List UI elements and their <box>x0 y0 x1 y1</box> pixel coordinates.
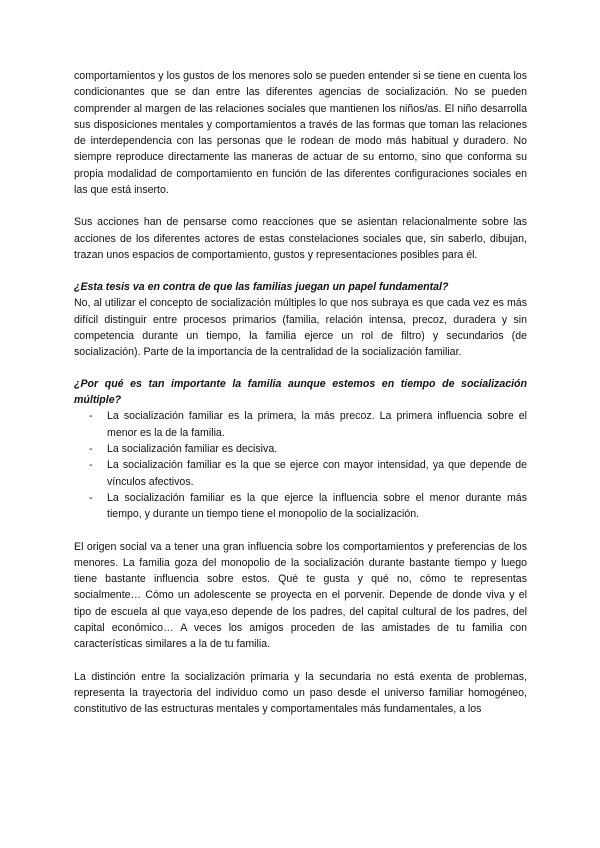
list-item-text: La socialización familiar es la que se ejerce con mayor intensidad, ya que depende de vínculos afectivos. <box>107 459 527 488</box>
list-item <box>74 408 527 441</box>
bullet-marker: - <box>89 443 93 456</box>
paragraph-2: Sus acciones han de pensarse como reacciones que se asientan relacionalmente sobre las acciones de los diferentes actores de estas constelaciones sociales que, sin saberlo, dibujan, trazan unos espacios de comportamiento, gustos y representaciones posibles para él. <box>74 216 527 261</box>
spacer <box>74 523 527 539</box>
bullet-marker: - <box>89 410 93 423</box>
bullet-list <box>74 408 527 522</box>
paragraph-3: No, al utilizar el concepto de socialización múltiples lo que nos subraya es que cada vez es más difícil distinguir entre procesos primarios (familia, relación intensa, precoz, duradera y sin competencia durante un tiempo, la familia ejerce un rol de filtro) y secundarios (de socialización). Parte de la importancia de la centralidad de la socialización familiar. <box>74 297 527 359</box>
paragraph-4: El origen social va a tener una gran influencia sobre los comportamientos y preferencias de los menores. La familia goza del monopolio de la socialización durante bastante tiempo y luego tiene bastante influencia sobre estos. Qué te gusta y qué no, cómo te representas socialmente… Cómo un adolescente se proyecta en el porvenir. Depende de donde viva y el tipo de escuela al que vaya,eso depende de los padres, del capital cultural de los padres, del capital económico… A veces los amigos proceden de las amistades de tu familia con características similares a la de tu familia. <box>74 540 527 651</box>
paragraph-5: La distinción entre la socialización primaria y la secundaria no está exenta de problemas, representa la trayectoria del individuo como un paso desde el universo familiar homogéneo, constitutivo de las estructuras mentales y comportamentales más fundamentales, a los <box>74 670 527 716</box>
spacer <box>74 198 527 214</box>
spacer <box>74 653 527 669</box>
list-item <box>74 490 527 523</box>
spacer <box>74 360 527 376</box>
question-heading-2: ¿Por qué es tan importante la familia aunque estemos en tiempo de socialización múltiple? <box>74 378 527 407</box>
spacer <box>74 263 527 279</box>
list-item <box>74 441 527 457</box>
bullet-marker: - <box>89 459 93 472</box>
list-item-text: La socialización familiar es decisiva. <box>107 443 278 456</box>
list-item-text: La socialización familiar es la primera, la más precoz. La primera influencia sobre el menor es la de la familia. <box>107 410 527 439</box>
list-item <box>74 457 527 490</box>
list-item-text: La socialización familiar es la que ejerce la influencia sobre el menor durante más tiempo, y durante un tiempo tiene el monopolio de la socialización. <box>107 491 527 521</box>
question-heading-1: ¿Esta tesis va en contra de que las familias juegan un papel fundamental? <box>74 281 449 294</box>
bullet-marker: - <box>89 491 93 504</box>
paragraph-1: comportamientos y los gustos de los menores solo se pueden entender si se tiene en cuenta los condicionantes que se dan entre las diferentes agencias de socialización. No se pueden comprender al margen de las relaciones sociales que mantienen los niños/as. El niño desarrolla sus disposiciones mentales y comportamientos a través de las formas que toman las relaciones de interdependencia con las personas que le rodean de modo más habitual y duradero. No siempre reproduce directamente las maneras de actuar de su entorno, sino que conforma su propia modalidad de comportamiento en función de las diferentes configuraciones sociales en las que está inserto. <box>74 70 527 197</box>
